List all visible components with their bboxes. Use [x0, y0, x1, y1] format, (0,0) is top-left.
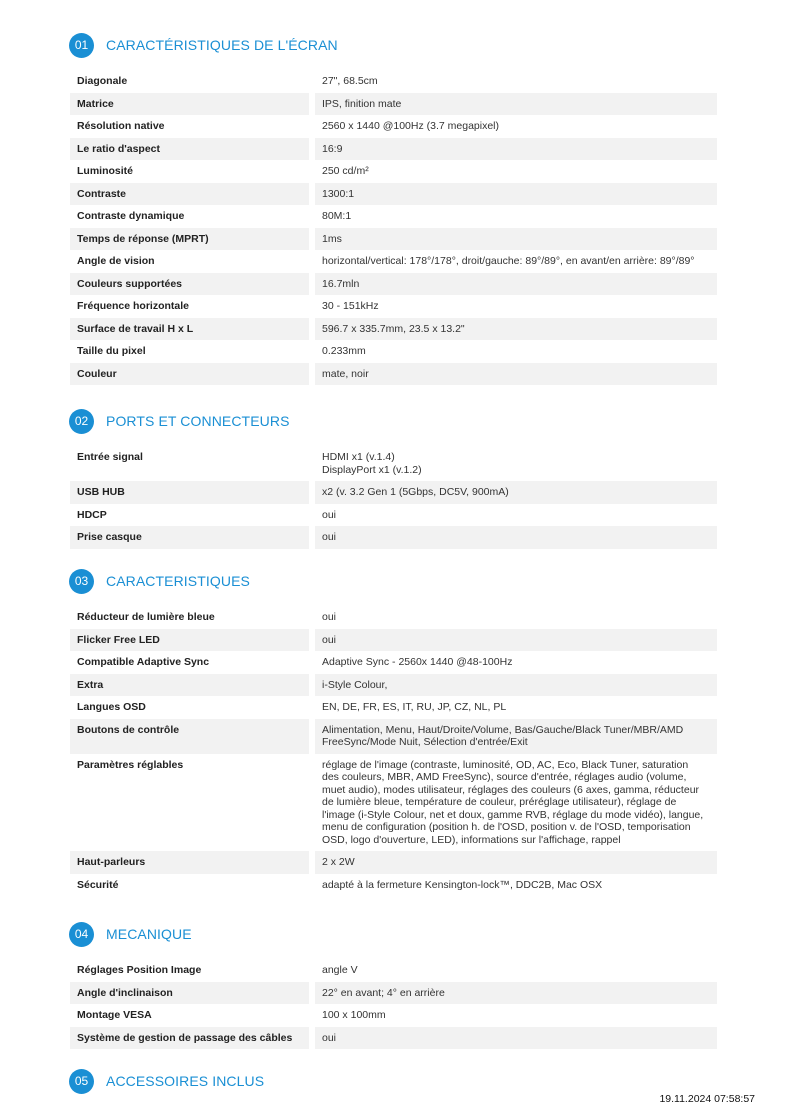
table-row [70, 504, 717, 527]
spec-label: Contraste [70, 183, 309, 206]
spec-value: mate, noir [315, 363, 717, 386]
spec-value: adapté à la fermeture Kensington-lock™, DDC2B, Mac OSX [322, 878, 603, 891]
spec-label: Taille du pixel [77, 345, 146, 357]
spec-label: Boutons de contrôle [70, 719, 309, 754]
spec-label: Paramètres réglables [77, 758, 184, 771]
spec-label: Prise casque [70, 526, 309, 549]
spec-value: oui [315, 1027, 717, 1050]
table-row [70, 446, 717, 481]
spec-value: IPS, finition mate [315, 93, 717, 116]
table-row [70, 363, 717, 386]
spec-label: Angle de vision [77, 255, 155, 267]
spec-table-display [70, 70, 717, 385]
table-row [70, 138, 717, 161]
table-row [70, 606, 717, 629]
spec-label: Angle d'inclinaison [70, 982, 309, 1005]
spec-label: Réglages Position Image [77, 964, 202, 976]
spec-value: Adaptive Sync - 2560x 1440 @48-100Hz [322, 656, 513, 668]
spec-value: 0.233mm [322, 345, 366, 357]
section-header-5 [69, 1068, 264, 1094]
spec-value: 1ms [315, 228, 717, 251]
section-number-badge: 01 [69, 33, 94, 58]
table-row [70, 696, 717, 719]
table-row [70, 1004, 717, 1027]
table-row [70, 754, 717, 852]
spec-value: 1300:1 [315, 183, 717, 206]
spec-value: oui [322, 508, 337, 521]
spec-value: 30 - 151kHz [322, 300, 379, 312]
spec-value: oui [315, 526, 717, 549]
spec-table-features [70, 606, 717, 896]
spec-value: 2 x 2W [315, 851, 717, 874]
spec-label: Résolution native [77, 120, 165, 132]
section-header-4 [69, 921, 192, 947]
spec-label: USB HUB [70, 481, 309, 504]
table-row [70, 205, 717, 228]
spec-label: Flicker Free LED [70, 629, 309, 652]
spec-value: 80M:1 [322, 210, 352, 222]
print-timestamp: 19.11.2024 07:58:57 [659, 1093, 755, 1105]
spec-label: Entrée signal [77, 451, 143, 463]
spec-value: HDMI x1 (v.1.4) DisplayPort x1 (v.1.2) [322, 451, 422, 476]
table-row [70, 526, 717, 549]
section-title: MECANIQUE [106, 926, 192, 942]
spec-value: horizontal/vertical: 178°/178°, droit/gauche: 89°/89°, en avant/en arrière: 89°/89° [322, 255, 695, 267]
section-title: ACCESSOIRES INCLUS [106, 1073, 265, 1089]
table-row [70, 874, 717, 897]
table-row [70, 273, 717, 296]
spec-label: Montage VESA [77, 1009, 152, 1021]
spec-label: Langues OSD [77, 701, 146, 713]
spec-value: 2560 x 1440 @100Hz (3.7 megapixel) [322, 120, 500, 132]
table-row [70, 651, 717, 674]
spec-value: 100 x 100mm [322, 1009, 386, 1021]
spec-label: Sécurité [77, 878, 119, 891]
section-header-3 [69, 568, 250, 594]
table-row [70, 115, 717, 138]
spec-label: Le ratio d'aspect [70, 138, 309, 161]
section-header-1 [69, 32, 338, 58]
table-row [70, 851, 717, 874]
spec-label: Matrice [70, 93, 309, 116]
table-row [70, 183, 717, 206]
spec-label: Réducteur de lumière bleue [77, 611, 215, 623]
table-row [70, 295, 717, 318]
table-row [70, 70, 717, 93]
spec-label: Contraste dynamique [77, 210, 185, 222]
section-title: PORTS ET CONNECTEURS [106, 413, 290, 429]
spec-value: 27", 68.5cm [322, 75, 378, 87]
table-row [70, 250, 717, 273]
spec-label: Compatible Adaptive Sync [77, 656, 210, 668]
table-row [70, 629, 717, 652]
table-row [70, 318, 717, 341]
section-number-badge: 04 [69, 922, 94, 947]
section-number-badge: 02 [69, 409, 94, 434]
table-row [70, 481, 717, 504]
spec-label: Couleurs supportées [70, 273, 309, 296]
spec-label: Couleur [70, 363, 309, 386]
spec-value: réglage de l'image (contraste, luminosité, OD, AC, Eco, Black Tuner, saturation des couleurs, MBR, AMD FreeSync), source d'entrée, réglages audio (volume, muet audio), modes utilisateur, réglages des couleurs (6 axes, gamma, réducteur de lumière bleue, température de couleur, préréglage utilisateur), réglage de l'image (i-Style Colour, net et doux, gamme RVB, réglage du mode vidéo), langue, menu de configuration (position h. de l'OSD, position v. de l'OSD, temporisation OSD, logo d'ouverture, LED), informations sur l'affichage, rappel [322, 758, 704, 846]
spec-value: Alimentation, Menu, Haut/Droite/Volume, Bas/Gauche/Black Tuner/MBR/AMD FreeSync/Mode Nuit, Sélection d'entrée/Exit [315, 719, 717, 754]
spec-value: oui [322, 611, 337, 623]
spec-label: Temps de réponse (MPRT) [70, 228, 309, 251]
spec-value: oui [315, 629, 717, 652]
spec-label: Extra [70, 674, 309, 697]
table-row [70, 982, 717, 1005]
section-number-badge: 05 [69, 1069, 94, 1094]
spec-value: 16:9 [315, 138, 717, 161]
spec-label: HDCP [77, 508, 107, 521]
spec-table-mechanics [70, 959, 717, 1049]
spec-label: Luminosité [77, 165, 134, 177]
spec-value: i-Style Colour, [315, 674, 717, 697]
table-row [70, 959, 717, 982]
spec-value: EN, DE, FR, ES, IT, RU, JP, CZ, NL, PL [322, 701, 507, 713]
section-header-2 [69, 408, 290, 434]
table-row [70, 719, 717, 754]
table-row [70, 674, 717, 697]
spec-value: x2 (v. 3.2 Gen 1 (5Gbps, DC5V, 900mA) [315, 481, 717, 504]
section-number-badge: 03 [69, 569, 94, 594]
spec-label: Surface de travail H x L [70, 318, 309, 341]
section-title: CARACTERISTIQUES [106, 573, 250, 589]
spec-label: Haut-parleurs [70, 851, 309, 874]
spec-value: 596.7 x 335.7mm, 23.5 x 13.2" [315, 318, 717, 341]
spec-label: Fréquence horizontale [77, 300, 190, 312]
spec-value: angle V [322, 964, 358, 976]
section-title: CARACTÉRISTIQUES DE L'ÉCRAN [106, 37, 338, 53]
spec-value: 22° en avant; 4° en arrière [315, 982, 717, 1005]
table-row [70, 160, 717, 183]
spec-table-ports [70, 446, 717, 549]
table-row [70, 340, 717, 363]
spec-label: Système de gestion de passage des câbles [70, 1027, 309, 1050]
table-row [70, 228, 717, 251]
table-row [70, 93, 717, 116]
spec-value: 16.7mln [315, 273, 717, 296]
spec-value: 250 cd/m² [322, 165, 369, 177]
spec-label: Diagonale [77, 75, 128, 87]
table-row [70, 1027, 717, 1050]
